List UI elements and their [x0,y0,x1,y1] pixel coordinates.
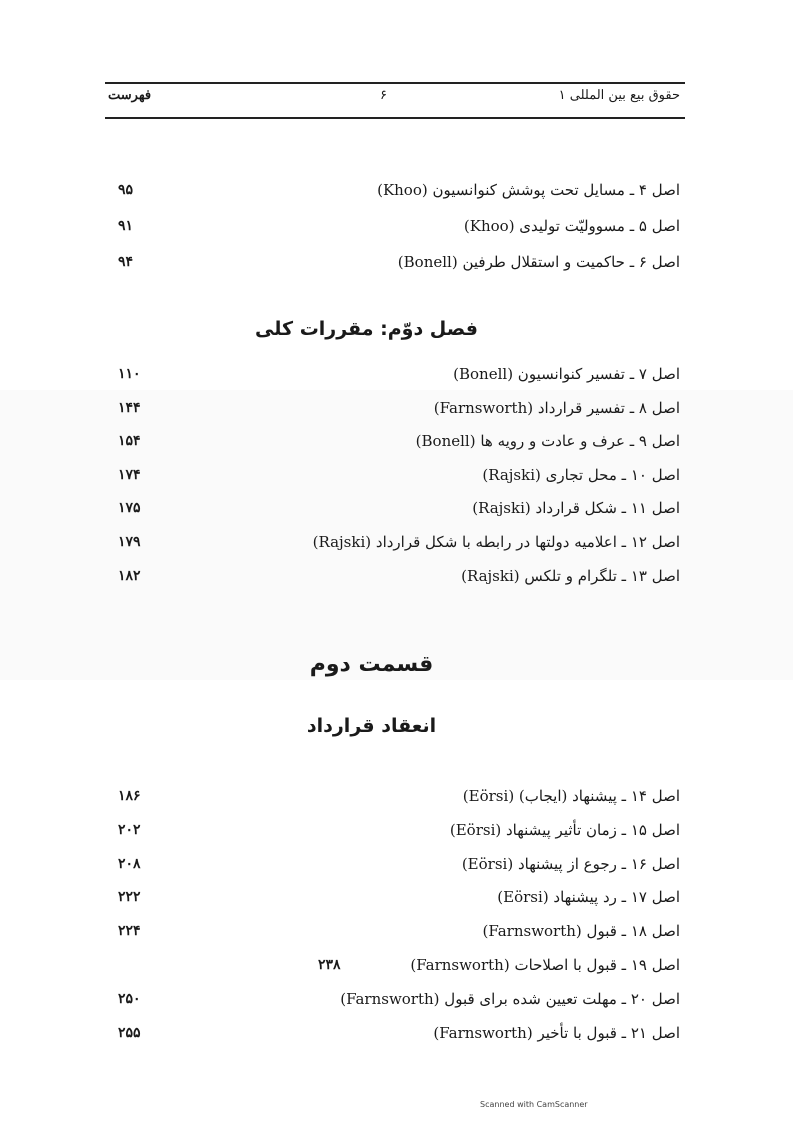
toc-entry-title: اصل ۴ ـ مسایل تحت پوشش کنوانسیون (Khoo) [377,181,680,199]
section-label: فهرست [108,88,152,103]
toc-entry-page: ۱۷۴ [118,466,141,483]
chapter-heading: فصل دوّم: مقررات کلی [255,318,478,340]
page-number: ۶ [380,88,387,103]
part-subheading: انعقاد قرارداد [306,715,437,737]
part-heading: قسمت دوم [309,652,434,677]
toc-entry-title: اصل ۲۱ ـ قبول با تأخیر (Farnsworth) [433,1023,680,1042]
toc-entry-page: ۲۰۸ [118,855,141,872]
toc-entry-page: ۲۵۰ [118,990,141,1007]
toc-entry-title: اصل ۱۸ ـ قبول (Farnsworth) [482,922,680,941]
toc-entry-page: ۲۰۲ [118,821,141,838]
toc-entry-page: ۱۷۹ [118,534,141,550]
toc-entry-page: ۲۲۲ [118,889,141,906]
toc-entry-page: ۱۷۵ [118,500,141,517]
toc-entry-title: اصل ۱۷ ـ رد پیشنهاد (Eörsi) [497,888,680,907]
toc-entry-page: ۲۲۴ [118,923,141,940]
toc-entry-title: اصل ۲۰ ـ مهلت تعیین شده برای قبول (Farnsworth) [340,989,680,1008]
toc-entry-page: ۱۸۶ [118,788,141,804]
toc-entry-page: ۱۸۲ [118,567,141,584]
toc-entry-title: اصل ۱۹ ـ قبول با اصلاحات (Farnsworth) [410,956,680,974]
toc-entry-title: اصل ۱۵ ـ زمان تأثیر پیشنهاد (Eörsi) [449,820,680,839]
toc-entry-page: ۱۱۰ [118,366,141,382]
toc-entry-page: ۹۴ [118,254,134,270]
toc-entry-page: ۲۵۵ [118,1024,141,1041]
toc-entry-title: اصل ۱۳ ـ تلگرام و تلکس (Rajski) [461,566,680,585]
toc-entry-title: اصل ۷ ـ تفسیر کنوانسیون (Bonell) [453,365,680,383]
header-top-rule [105,82,685,84]
header-bottom-rule [105,117,685,119]
toc-entry-page: ۱۵۴ [118,433,141,450]
toc-entry-title: اصل ۹ ـ عرف و عادت و رویه ها (Bonell) [415,432,680,451]
toc-entry-title: اصل ۱۲ ـ اعلامیه دولتها در رابطه با شکل قرارداد (Rajski) [312,533,680,551]
toc-entry-page: ۹۱ [118,218,134,234]
toc-entry-page: ۲۳۸ [318,957,341,973]
toc-entry-title: اصل ۱۶ ـ رجوع از پیشنهاد (Eörsi) [461,854,680,873]
toc-entry-title: اصل ۱۱ ـ شکل قرارداد (Rajski) [472,499,680,518]
toc-entry-title: اصل ۱۴ ـ پیشنهاد (ایجاب) (Eörsi) [462,787,680,805]
scanner-footer: Scanned with CamScanner [480,1100,588,1109]
toc-entry-title: اصل ۱۰ ـ محل تجاری (Rajski) [482,465,680,484]
toc-entry-title: اصل ۶ ـ حاکمیت و استقلال طرفین (Bonell) [397,253,680,271]
toc-entry-title: اصل ۵ ـ مسوولیّت تولیدی (Khoo) [463,217,680,235]
toc-entry-page: ۱۴۴ [118,399,141,416]
toc-entry-page: ۹۵ [118,182,134,198]
book-title: حقوق بیع بین المللی ۱ [558,88,680,103]
toc-entry-title: اصل ۸ ـ تفسیر قرارداد (Farnsworth) [433,398,680,417]
